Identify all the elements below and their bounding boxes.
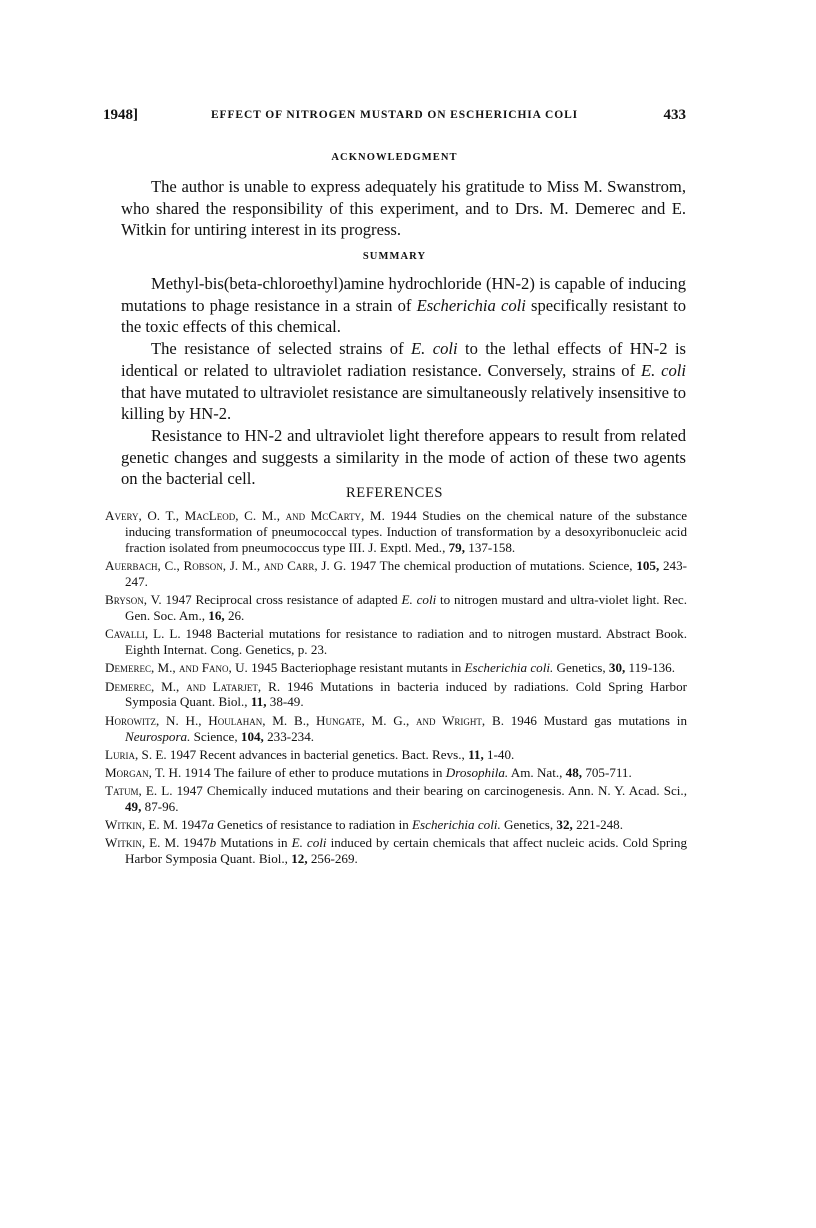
page-number: 433	[663, 107, 686, 123]
reference-authors: Bryson, V.	[105, 592, 162, 608]
reference-italic: Escherichia coli.	[464, 660, 554, 676]
reference-italic: a	[207, 817, 214, 833]
reference-volume: 79,	[448, 539, 465, 555]
reference-text: 1946 Mustard gas mutations in	[503, 712, 687, 728]
reference-text: 1945 Bacteriophage resistant mutants in	[247, 660, 465, 676]
reference-italic: E. coli	[291, 835, 327, 851]
reference-italic: Escherichia coli.	[412, 817, 501, 833]
reference-text: 705-711.	[582, 764, 632, 780]
reference-text: Genetics,	[500, 817, 557, 833]
reference-item	[105, 747, 687, 763]
reference-text: 1947 Reciprocal cross resistance of adapted	[161, 592, 402, 608]
reference-text: 1-40.	[483, 746, 515, 762]
reference-volume: 104,	[240, 728, 264, 744]
reference-volume: 30,	[608, 660, 626, 676]
reference-volume: 32,	[556, 817, 573, 833]
reference-authors: Demerec, M., and Fano, U.	[105, 660, 248, 676]
reference-text: Science,	[190, 728, 241, 744]
summary-paragraph-3: Resistance to HN-2 and ultraviolet light therefore appears to result from related genetic changes and suggests a similarity in the mode of action of these two agents on the bacterial cell.	[121, 425, 686, 489]
reference-text: 137-158.	[465, 539, 516, 555]
header-title: EFFECT OF NITROGEN MUSTARD ON ESCHERICHIA COLI	[210, 109, 579, 121]
reference-text: 38-49.	[266, 694, 304, 710]
reference-text: 1946 Mutations in bacteria induced by radiations. Cold Spring Harbor Symposia Quant. Biol.,	[125, 678, 687, 710]
reference-text: 119-136.	[625, 660, 675, 676]
reference-text: 1947	[179, 835, 210, 851]
references-list	[105, 508, 687, 870]
reference-text: 1947 Recent advances in bacterial genetics. Bact. Revs.,	[166, 746, 469, 762]
italic-run: Escherichia coli	[416, 295, 526, 315]
reference-italic: b	[209, 835, 217, 851]
reference-authors: Auerbach, C., Robson, J. M., and Carr, J. G.	[105, 558, 347, 574]
reference-item	[105, 817, 687, 833]
summary-paragraph-2	[121, 338, 686, 425]
reference-italic: Drosophila.	[445, 764, 509, 780]
reference-volume: 11,	[468, 746, 484, 762]
reference-volume: 12,	[291, 851, 308, 867]
reference-text: to nitrogen mustard and ultra-violet light. Rec. Gen. Soc. Am.,	[125, 592, 687, 624]
reference-volume: 48,	[565, 764, 583, 780]
reference-text: 1944 Studies on the chemical nature of the substance inducing transformation of pneumococcal types. Induction of transformation by a desoxyribonucleic acid fraction isolated from pneumococcus type III. J. Exptl. Med.,	[125, 508, 688, 555]
reference-text: 233-234.	[263, 728, 315, 744]
reference-authors: Luria, S. E.	[105, 746, 167, 762]
summary-paragraph-1	[121, 273, 686, 338]
acknowledgment-heading: ACKNOWLEDGMENT	[331, 152, 458, 163]
reference-item	[105, 835, 687, 867]
reference-authors: Witkin, E. M.	[105, 835, 180, 851]
summary-section	[121, 273, 686, 490]
reference-text: 1947 Chemically induced mutations and their bearing on carcinogenesis. Ann. N. Y. Acad. Sci.,	[172, 783, 687, 799]
reference-authors: Witkin, E. M.	[105, 817, 178, 833]
reference-text: 26.	[224, 608, 245, 624]
reference-authors: Horowitz, N. H., Houlahan, M. B., Hungate, M. G., and Wright, B.	[105, 712, 504, 728]
running-header	[103, 107, 686, 127]
reference-item	[105, 626, 687, 658]
italic-run: E. coli	[640, 360, 686, 380]
header-year: 1948]	[103, 107, 138, 123]
reference-text: Genetics,	[553, 660, 609, 676]
reference-text: Genetics of resistance to radiation in	[213, 817, 413, 833]
acknowledgment-paragraph: The author is unable to express adequately his gratitude to Miss M. Swanstrom, who shared the responsibility of this experiment, and to Drs. M. Demerec and E. Witkin for untiring interest in its progress.	[121, 177, 686, 240]
acknowledgment-section	[121, 176, 686, 241]
reference-italic: E. coli	[401, 592, 437, 608]
reference-item	[105, 713, 687, 745]
italic-run: E. coli	[411, 339, 458, 359]
reference-item	[105, 765, 687, 781]
reference-volume: 49,	[125, 799, 142, 815]
reference-text: 221-248.	[572, 817, 623, 833]
text-run: to the lethal effects of HN-2 is identical or related to ultraviolet radiation resistance. Conversely, strains of	[121, 339, 687, 380]
reference-item	[105, 508, 687, 556]
reference-authors: Tatum, E. L.	[105, 783, 173, 799]
reference-text: 243-247.	[125, 558, 687, 589]
reference-authors: Morgan, T. H.	[105, 764, 182, 780]
reference-authors: Cavalli, L. L.	[105, 626, 181, 642]
reference-authors: Avery, O. T., MacLeod, C. M., and McCarty, M.	[105, 508, 385, 523]
text-run: specifically resistant to the toxic effects of this chemical.	[121, 295, 686, 337]
summary-heading: SUMMARY	[362, 251, 427, 262]
reference-text: Am. Nat.,	[508, 764, 566, 780]
reference-volume: 11,	[250, 694, 267, 710]
reference-text: Mutations in	[216, 835, 292, 851]
reference-text: 87-96.	[141, 799, 179, 815]
references-heading: REFERENCES	[345, 485, 444, 501]
reference-text: 1914 The failure of ether to produce mutations in	[181, 764, 446, 780]
reference-volume: 16,	[208, 608, 225, 624]
reference-text: 1948 Bacterial mutations for resistance to radiation and to nitrogen mustard. Abstract Book. Eighth Internat. Cong. Genetics, p. 23.	[125, 626, 687, 658]
reference-item	[105, 558, 687, 590]
reference-text: 256-269.	[307, 851, 358, 867]
reference-item	[105, 592, 687, 624]
reference-volume: 105,	[636, 558, 660, 574]
reference-text: 1947	[177, 817, 208, 833]
text-run: Methyl-bis(beta-chloroethyl)amine hydrochloride (HN-2) is capable of inducing mutations to phage resistance in a strain of	[121, 274, 686, 315]
reference-text: 1947 The chemical production of mutations. Science,	[346, 558, 637, 574]
text-run: The resistance of selected strains of	[151, 339, 412, 359]
reference-item	[105, 660, 687, 676]
reference-italic: Neurospora.	[125, 728, 191, 744]
text-run: that have mutated to ultraviolet resistance are simultaneously relatively insensitive to killing by HN-2.	[121, 382, 686, 424]
reference-item	[105, 679, 687, 711]
reference-item	[105, 783, 687, 815]
reference-authors: Demerec, M., and Latarjet, R.	[105, 678, 281, 694]
reference-text: induced by certain chemicals that affect nucleic acids. Cold Spring Harbor Symposia Quant. Biol.,	[125, 835, 687, 867]
